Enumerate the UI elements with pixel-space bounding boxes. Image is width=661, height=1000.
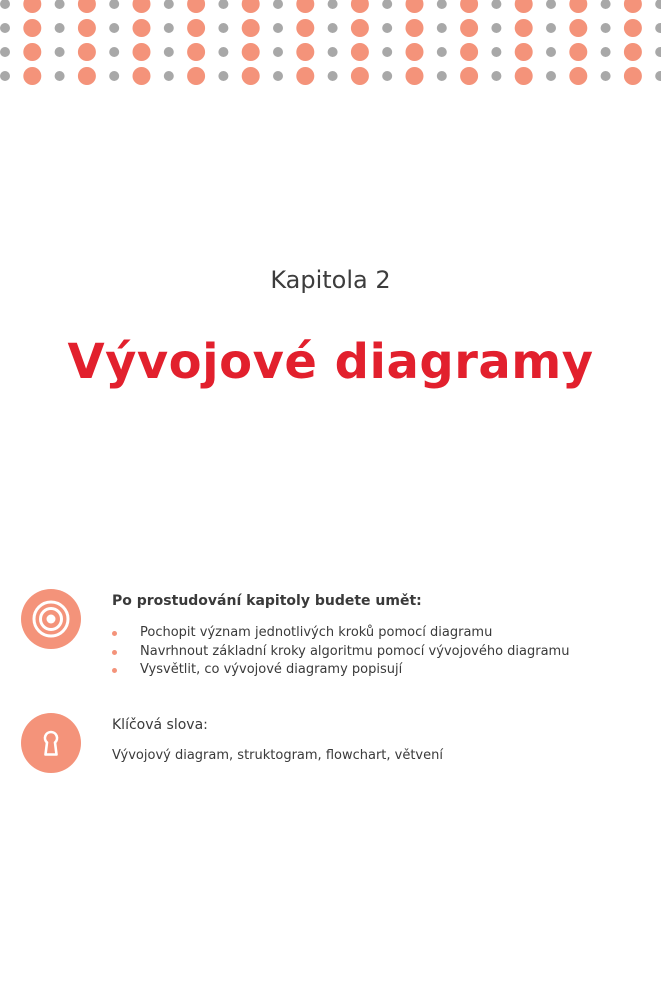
decorative-dot (187, 67, 205, 85)
decorative-dot (655, 0, 661, 9)
decorative-dot (242, 0, 260, 13)
decorative-dot (109, 23, 119, 33)
decorative-dot (351, 67, 369, 85)
keywords-heading: Klíčová slova: (112, 717, 208, 733)
decorative-dot (460, 19, 478, 37)
decorative-dot (23, 0, 41, 13)
decorative-dot (0, 71, 10, 81)
list-item-text: Navrhnout základní kroky algoritmu pomocí vývojového diagramu (140, 643, 570, 659)
decorative-dot (569, 0, 587, 13)
list-item (112, 661, 569, 680)
decorative-dot (406, 0, 424, 13)
decorative-dot (460, 0, 478, 13)
decorative-dot (515, 19, 533, 37)
decorative-dot (351, 43, 369, 61)
decorative-dot (460, 67, 478, 85)
decorative-dot (218, 23, 228, 33)
bullet-icon (112, 668, 117, 673)
decorative-dot (296, 43, 314, 61)
decorative-dot (546, 71, 556, 81)
decorative-dot (655, 47, 661, 57)
decorative-dot (328, 23, 338, 33)
decorative-dot (164, 71, 174, 81)
decorative-dot (624, 0, 642, 13)
decorative-dot (164, 23, 174, 33)
decorative-dot (406, 19, 424, 37)
decorative-dot (273, 23, 283, 33)
decorative-dot (78, 0, 96, 13)
decorative-dot (78, 67, 96, 85)
list-item-text: Pochopit význam jednotlivých kroků pomocí diagramu (140, 625, 493, 640)
decorative-dot (273, 71, 283, 81)
decorative-dot (382, 23, 392, 33)
decorative-dot (0, 23, 10, 33)
decorative-dot (328, 0, 338, 9)
decorative-dot (601, 23, 611, 33)
decorative-dot (23, 19, 41, 37)
decorative-dot (328, 47, 338, 57)
decorative-dot (164, 0, 174, 9)
decorative-dot (351, 0, 369, 13)
decorative-dot (296, 67, 314, 85)
decorative-dot (218, 71, 228, 81)
decorative-dot (569, 67, 587, 85)
decorative-dot (55, 71, 65, 81)
decorative-dot (164, 47, 174, 57)
keyhole-icon (21, 713, 81, 773)
decorative-dot (296, 19, 314, 37)
decorative-dot (624, 19, 642, 37)
bullet-icon (112, 631, 117, 636)
decorative-dot (569, 43, 587, 61)
decorative-dot (515, 0, 533, 13)
decorative-dot (218, 47, 228, 57)
decorative-dot (23, 67, 41, 85)
decorative-dot (273, 0, 283, 9)
decorative-dot (218, 0, 228, 9)
decorative-dot (382, 47, 392, 57)
decorative-dot (655, 23, 661, 33)
decorative-dot (23, 43, 41, 61)
decorative-dot (109, 0, 119, 9)
decorative-dot (437, 71, 447, 81)
decorative-dot (491, 71, 501, 81)
decorative-dot (624, 67, 642, 85)
decorative-dot (460, 43, 478, 61)
decorative-dot (491, 0, 501, 9)
decorative-dot (55, 0, 65, 9)
chapter-number: Kapitola 2 (270, 266, 391, 294)
list-item (112, 624, 569, 643)
decorative-dot (109, 71, 119, 81)
decorative-dot (437, 23, 447, 33)
decorative-dot (187, 0, 205, 13)
decorative-dot (624, 43, 642, 61)
list-item (112, 643, 569, 662)
bullet-icon (112, 650, 117, 655)
decorative-dot (133, 19, 151, 37)
decorative-dot (0, 0, 10, 9)
decorative-dot (491, 47, 501, 57)
decorative-dot (109, 47, 119, 57)
decorative-dot (546, 23, 556, 33)
decorative-dot (437, 47, 447, 57)
goals-list (112, 624, 569, 680)
decorative-dot (273, 47, 283, 57)
decorative-dot (546, 47, 556, 57)
decorative-dot (296, 0, 314, 13)
decorative-dot (406, 43, 424, 61)
decorative-dot (601, 47, 611, 57)
decorative-dot (78, 19, 96, 37)
decorative-dot (406, 67, 424, 85)
decorative-dot (78, 43, 96, 61)
decorative-dot (133, 43, 151, 61)
decorative-dot (382, 0, 392, 9)
decorative-dot (569, 19, 587, 37)
decorative-dot (187, 43, 205, 61)
chapter-title: Vývojové diagramy (67, 334, 594, 390)
decorative-dot (242, 19, 260, 37)
decorative-dot (515, 67, 533, 85)
decorative-dot (491, 23, 501, 33)
decorative-dot (55, 23, 65, 33)
decorative-dot (437, 0, 447, 9)
keywords-text: Vývojový diagram, struktogram, flowchart, větvení (112, 748, 443, 763)
decorative-dot (133, 67, 151, 85)
decorative-dot (546, 0, 556, 9)
decorative-dot (328, 71, 338, 81)
decorative-dot (187, 19, 205, 37)
list-item-text: Vysvětlit, co vývojové diagramy popisují (140, 662, 403, 677)
decorative-dot (0, 47, 10, 57)
decorative-dot (351, 19, 369, 37)
decorative-dot (133, 0, 151, 13)
decorative-dot (242, 67, 260, 85)
decorative-dot (601, 0, 611, 9)
decorative-dot-pattern (0, 0, 661, 86)
decorative-dot (601, 71, 611, 81)
decorative-dot (55, 47, 65, 57)
target-icon (21, 589, 81, 649)
decorative-dot (242, 43, 260, 61)
goals-heading: Po prostudování kapitoly budete umět: (112, 593, 422, 609)
decorative-dot (515, 43, 533, 61)
decorative-dot (655, 71, 661, 81)
decorative-dot (382, 71, 392, 81)
